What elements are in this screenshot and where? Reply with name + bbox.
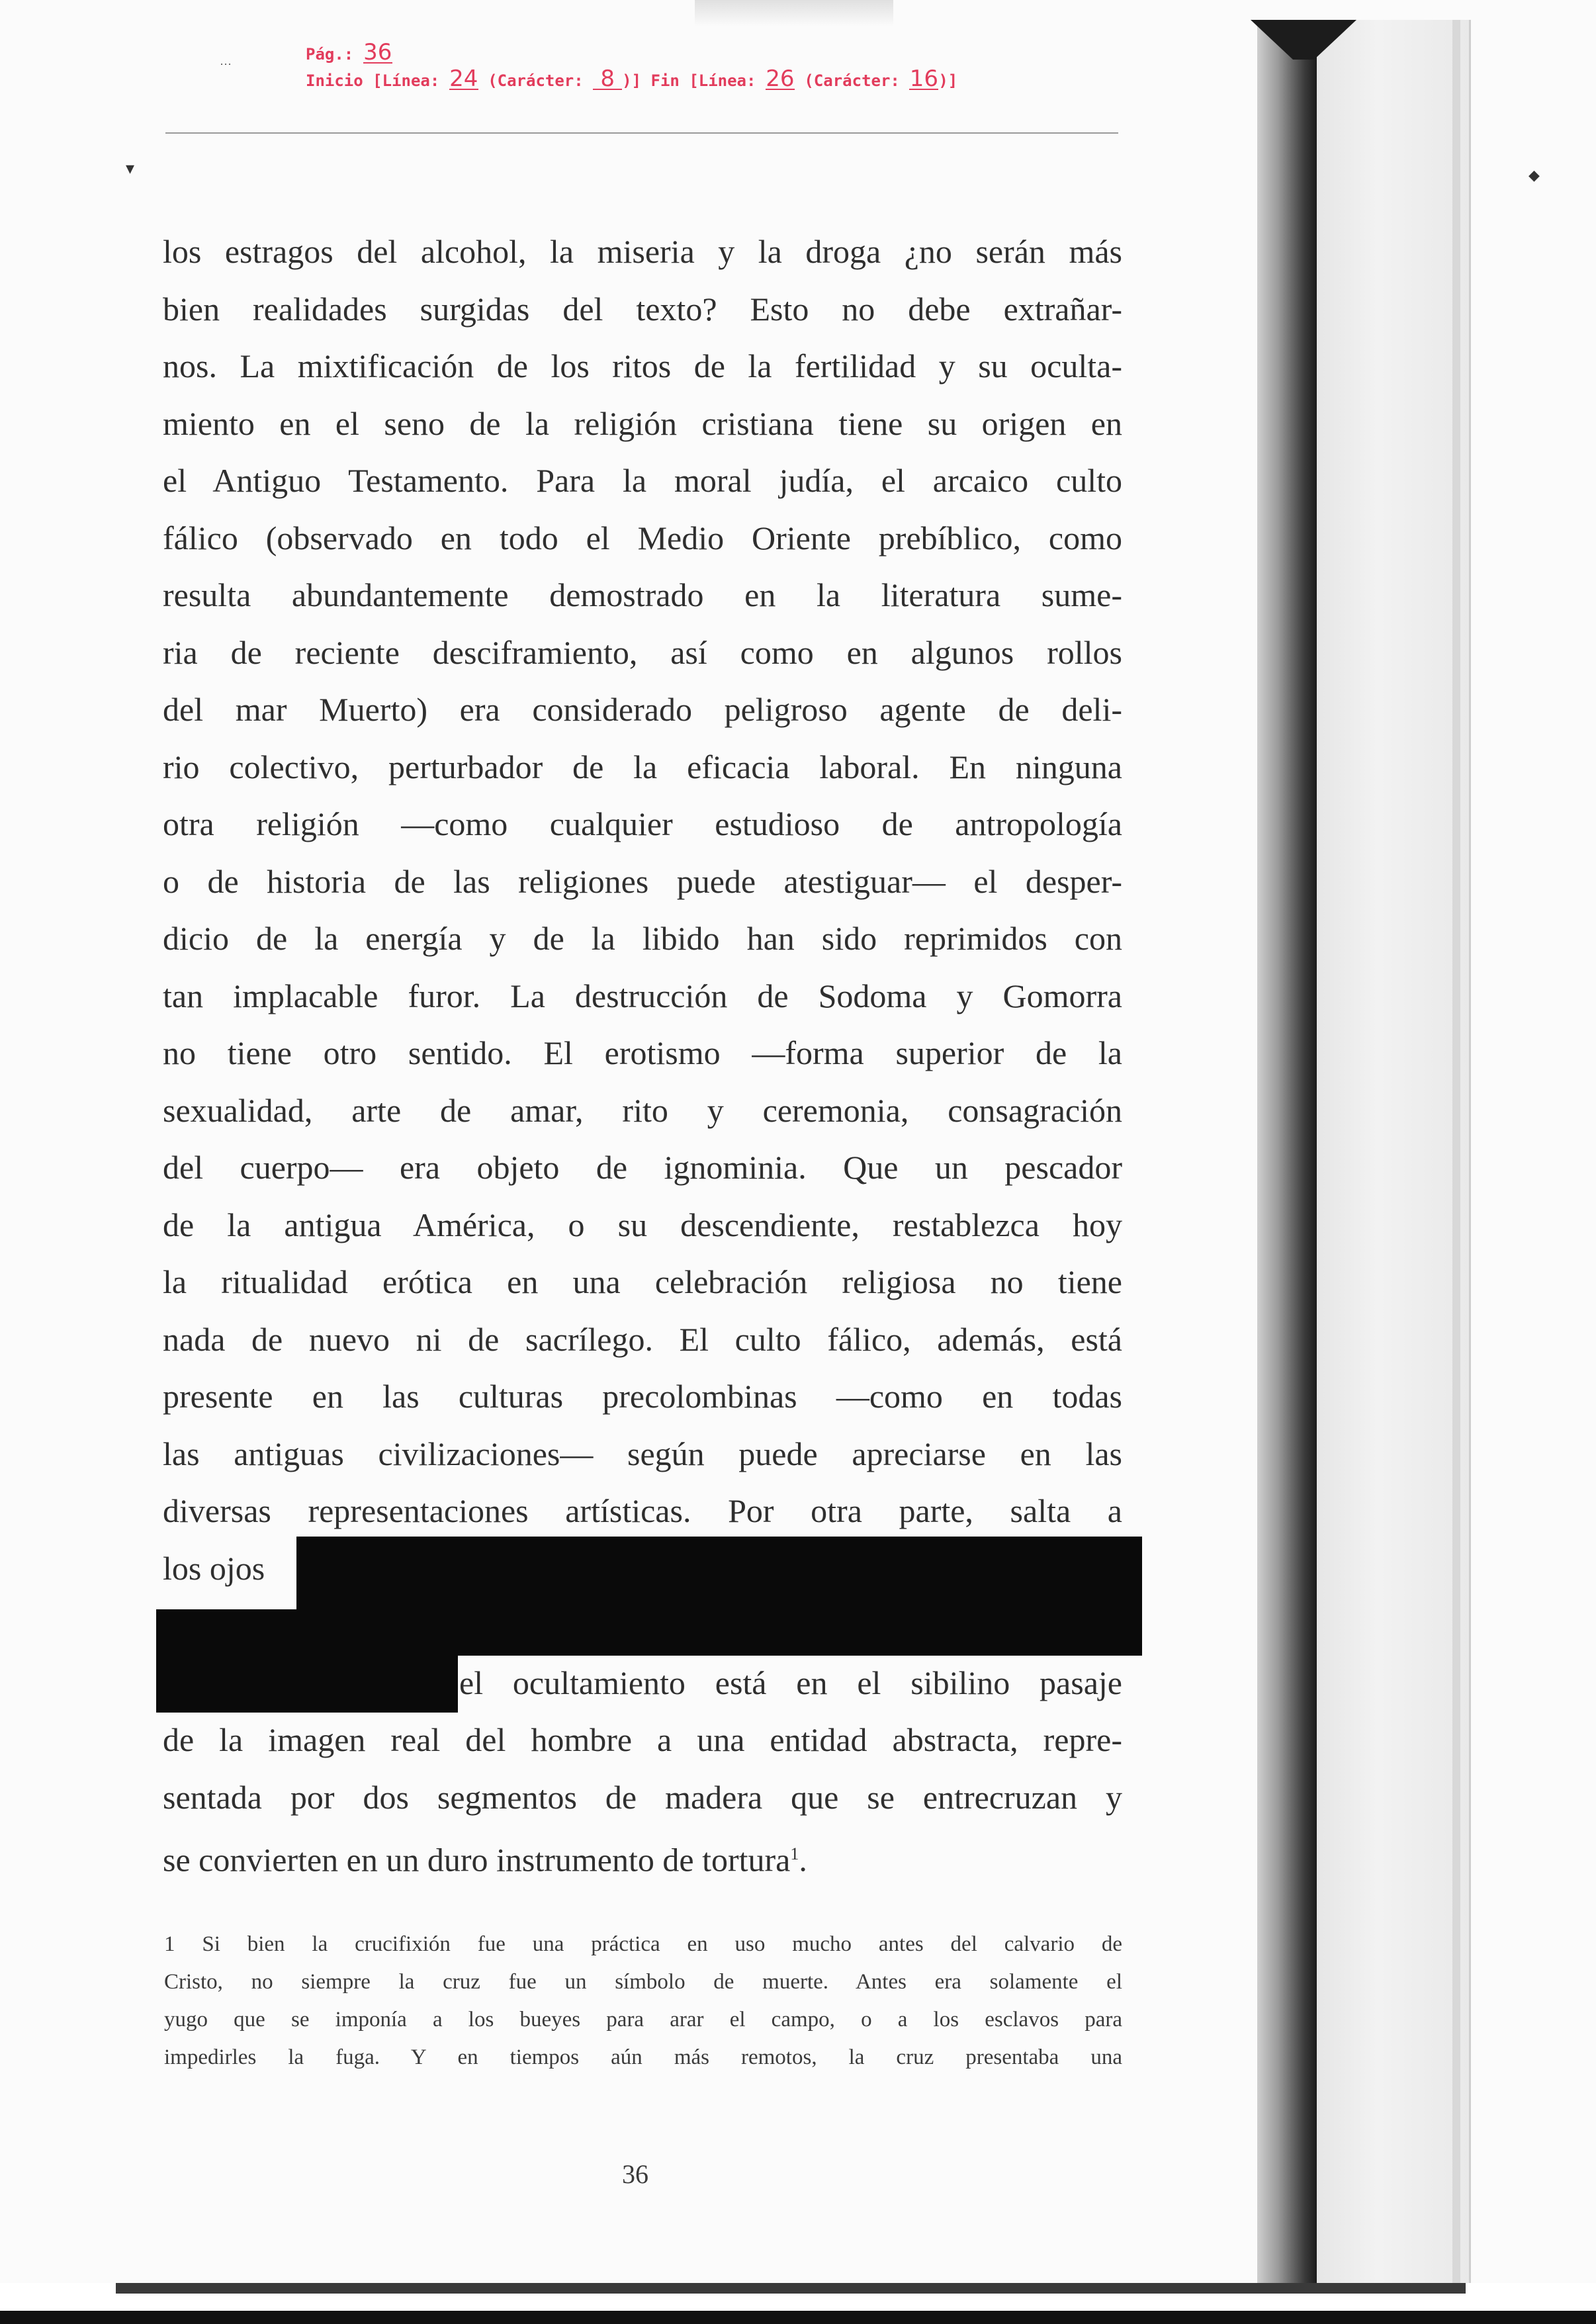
redaction-bar [156,1656,458,1713]
stamp-page-row [306,41,957,67]
redaction-bar [156,1609,1142,1656]
text-line: nos. La mixtificación de los ritos de la fertilidad y su oculta- [163,347,1122,384]
redaction-bar [296,1537,1142,1609]
stamp-char-label-2: (Carácter: [804,71,900,90]
text-fragment: los ojos [163,1549,265,1587]
scanner-bottom-edge [0,2283,1596,2324]
text-fragment: el ocultamiento está en el sibilino pasaje [459,1664,1122,1701]
text-line: no tiene otro sentido. El erotismo —forma superior de la [163,1034,1122,1071]
stamp-end-line: 26 [766,66,795,92]
book-page-edge [1452,20,1460,2283]
scan-speck: ˙˙˙ [220,61,232,74]
book-gutter-shadow [1257,20,1317,2283]
text-line: ria de reciente desciframiento, así como en algunos rollos [163,633,1122,671]
text-line: bien realidades surgidas del texto? Esto no debe extrañar- [163,290,1122,328]
text-line: diversas representaciones artísticas. Por otra parte, salta a [163,1492,1122,1529]
text-line: sentada por dos segmentos de madera que se entrecruzan y [163,1778,1122,1816]
stamp-char-label: (Carácter: [488,71,584,90]
text-line: rio colectivo, perturbador de la eficacia laboral. En ninguna [163,748,1122,785]
text-line: las antiguas civilizaciones— según puede apreciarse en las [163,1435,1122,1472]
scan-shadow [695,0,893,26]
text-line: del cuerpo— era objeto de ignominia. Que un pescador [163,1149,1122,1186]
stamp-end-label: Fin [Línea: [650,71,756,90]
stamp-page-value: 36 [363,39,392,66]
book-gutter-light [1317,20,1471,2283]
footnote-reference: 1 [790,1844,799,1863]
footnote [164,1926,1122,2077]
text-line: dicio de la energía y de la libido han sido reprimidos con [163,920,1122,957]
text-line: de la antigua América, o su descendiente, restablezca hoy [163,1206,1122,1243]
text-line: resulta abundantemente demostrado en la literatura sume- [163,576,1122,613]
text-fragment: se convierten en un duro instrumento de tortura [163,1841,791,1879]
stamp-page-label: Pág.: [306,45,354,64]
text-line: o de historia de las religiones puede atestiguar— el desper- [163,862,1122,900]
stamp-range-row [306,67,957,94]
text-line: tan implacable furor. La destrucción de Sodoma y Gomorra [163,977,1122,1014]
text-line: el Antiguo Testamento. Para la moral judía, el arcaico culto [163,462,1122,499]
text-line-last [163,1826,1122,1883]
stamp-start-label: Inicio [Línea: [306,71,440,90]
footnote-line: 1 Si bien la crucifixión fue una práctica en uso mucho antes del calvario de [164,1932,1122,1956]
footnote-line: Cristo, no siempre la cruz fue un símbolo de muerte. Antes era solamente el [164,1970,1122,1994]
scan-speck: ◆ [1529,167,1540,183]
header-rule [165,132,1118,134]
text-line: presente en las culturas precolombinas —como en todas [163,1378,1122,1415]
stamp-start-line: 24 [449,66,478,92]
stamp-end-char: 16 [909,66,938,92]
page-number: 36 [622,2159,648,2189]
text-line: miento en el seno de la religión cristiana tiene su origen en [163,404,1122,442]
text-line: otra religión —como cualquier estudioso de antropología [163,805,1122,842]
text-line: la ritualidad erótica en una celebración religiosa no tiene [163,1263,1122,1300]
footnote-line: impedirles la fuga. Y en tiempos aún más remotos, la cruz presentaba una [164,2045,1122,2069]
text-line: nada de nuevo ni de sacrílego. El culto fálico, además, está [163,1320,1122,1358]
stamp-start-char: 8 [593,69,622,90]
text-line: sexualidad, arte de amar, rito y ceremonia, consagración [163,1091,1122,1129]
red-stamp-header [306,41,957,94]
text-line: del mar Muerto) era considerado peligroso agente de deli- [163,691,1122,728]
text-line: los estragos del alcohol, la miseria y la droga ¿no serán más [163,233,1122,270]
stamp-close-2: )] [938,71,958,90]
scan-speck: ▾ [126,159,135,178]
text-fragment: . [799,1841,807,1879]
text-line: fálico (observado en todo el Medio Oriente prebíblico, como [163,519,1122,557]
text-line: de la imagen real del hombre a una entidad abstracta, repre- [163,1721,1122,1758]
stamp-close: )] [622,71,642,90]
footnote-line: yugo que se imponía a los bueyes para arar el campo, o a los esclavos para [164,2008,1122,2032]
